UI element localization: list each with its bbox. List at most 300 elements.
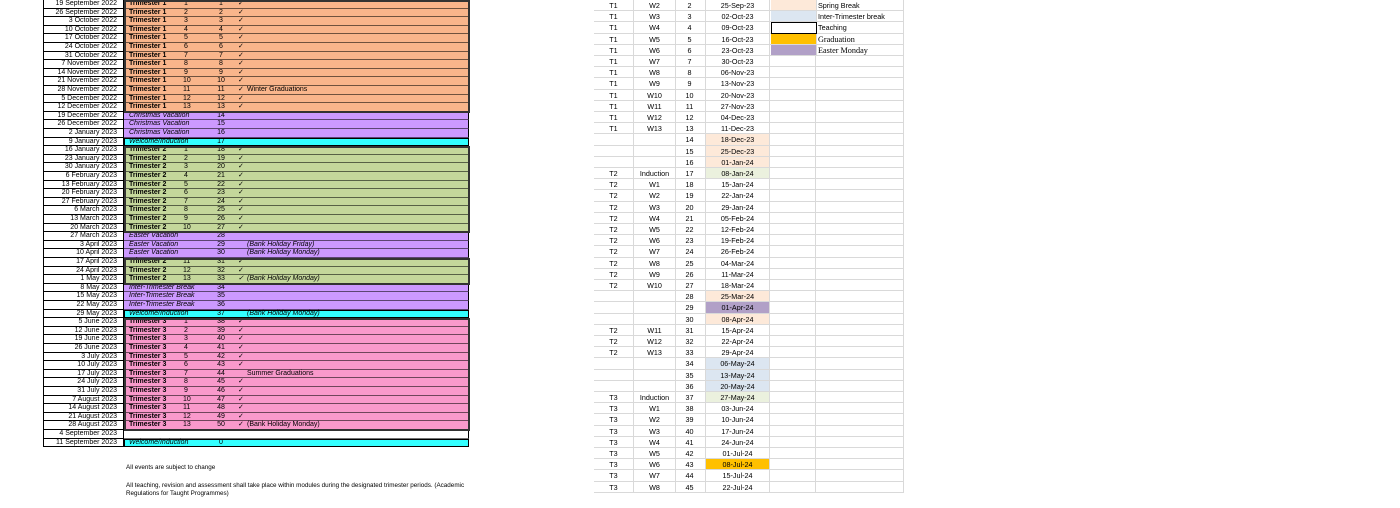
academic-week: 27 — [217, 223, 225, 231]
period-label: Trimester 1 — [129, 17, 167, 25]
empty-cell — [770, 392, 816, 403]
schedule-row — [594, 358, 904, 369]
week-number: 7 — [676, 56, 706, 67]
week-date: 17-Jun-24 — [706, 426, 770, 437]
trimester-week: 8 — [184, 206, 188, 214]
week-note — [238, 155, 468, 164]
note-events: All events are subject to change — [126, 464, 216, 471]
trimester-code — [594, 358, 634, 369]
week-date: 12-Feb-24 — [706, 224, 770, 235]
trimester-week — [183, 120, 189, 129]
check-icon: ✓ — [238, 8, 244, 16]
week-date: 04-Mar-24 — [706, 258, 770, 269]
trimester-week: 13 — [183, 275, 191, 283]
trimester-week — [183, 292, 189, 301]
academic-week: 6 — [219, 43, 223, 50]
academic-week: 21 — [217, 172, 225, 179]
week-commencing: 27 February 2023 — [43, 198, 124, 207]
week-number: 14 — [676, 134, 706, 145]
check-icon: ✓ — [238, 43, 244, 50]
period-label: Welcome/Induction — [129, 137, 189, 145]
week-commencing: 7 November 2022 — [43, 60, 124, 69]
note-text: (Bank Holiday Monday) — [247, 275, 320, 283]
week-note — [238, 43, 468, 52]
calendar-row — [43, 43, 469, 52]
empty-cell — [770, 370, 816, 381]
trimester-week: 4 — [184, 344, 188, 351]
period-label: Christmas Vacation — [129, 111, 190, 119]
week-number: 2 — [676, 0, 706, 11]
week-label: W2 — [634, 190, 676, 201]
period-label: Trimester 2 — [129, 154, 167, 162]
check-icon: ✓ — [238, 215, 244, 222]
empty-cell — [770, 78, 816, 89]
trimester-week: 10 — [183, 77, 191, 85]
empty-cell — [770, 67, 816, 78]
week-date: 18-Mar-24 — [706, 280, 770, 291]
week-number: 41 — [676, 437, 706, 448]
schedule-row — [594, 403, 904, 414]
period-label: Trimester 1 — [129, 103, 167, 111]
empty-cell — [770, 202, 816, 213]
week-commencing: 3 October 2022 — [43, 17, 124, 26]
week-number: 11 — [676, 101, 706, 112]
academic-week: 8 — [219, 60, 223, 68]
week-commencing: 11 September 2023 — [43, 439, 124, 448]
academic-week: 42 — [217, 352, 225, 360]
week-date: 10-Jun-24 — [706, 414, 770, 425]
week-label: W1 — [634, 179, 676, 190]
empty-cell — [816, 482, 904, 493]
week-note — [238, 60, 468, 69]
schedule-row — [594, 157, 904, 168]
empty-cell — [770, 403, 816, 414]
academic-week: 18 — [217, 146, 225, 154]
note-text: (Bank Holiday Monday) — [247, 309, 320, 317]
calendar-row — [43, 181, 469, 190]
academic-week: 41 — [217, 344, 225, 351]
check-icon: ✓ — [238, 51, 244, 59]
schedule-row — [594, 258, 904, 269]
empty-cell — [816, 168, 904, 179]
week-note — [238, 404, 468, 413]
calendar-row — [43, 34, 469, 43]
empty-cell — [816, 347, 904, 358]
trimester-week: 13 — [183, 103, 191, 111]
trimester-code: T1 — [594, 56, 634, 67]
week-number: 3 — [676, 11, 706, 22]
schedule-row — [594, 168, 904, 179]
week-note — [238, 361, 468, 370]
empty-cell — [816, 78, 904, 89]
week-label — [634, 134, 676, 145]
schedule-row — [594, 213, 904, 224]
trimester-week: 5 — [184, 34, 188, 42]
academic-week: 33 — [217, 275, 225, 283]
empty-cell — [816, 302, 904, 313]
week-commencing: 30 January 2023 — [43, 163, 124, 172]
week-number: 36 — [676, 381, 706, 392]
period-label: Trimester 1 — [129, 77, 167, 85]
week-note — [238, 267, 468, 276]
period-label: Trimester 1 — [129, 0, 167, 7]
trimester-week: 11 — [183, 258, 191, 265]
week-note — [238, 378, 468, 387]
schedule-row — [594, 336, 904, 347]
calendar-row — [43, 26, 469, 35]
period-label: Trimester 1 — [129, 94, 167, 102]
week-commencing: 8 May 2023 — [43, 284, 124, 293]
empty-cell — [816, 67, 904, 78]
schedule-row — [594, 202, 904, 213]
trimester-week — [183, 249, 189, 258]
week-label: W4 — [634, 213, 676, 224]
week-label: W11 — [634, 101, 676, 112]
trimester-week: 13 — [183, 421, 191, 429]
academic-week: 1 — [219, 0, 223, 7]
week-commencing: 17 April 2023 — [43, 258, 124, 267]
empty-cell — [816, 470, 904, 481]
academic-week: 43 — [217, 361, 225, 369]
week-commencing: 1 May 2023 — [43, 275, 124, 284]
week-commencing: 14 November 2022 — [43, 69, 124, 78]
week-commencing: 13 March 2023 — [43, 215, 124, 224]
trimester-code: T2 — [594, 325, 634, 336]
empty-cell — [770, 437, 816, 448]
calendar-row — [43, 361, 469, 370]
check-icon: ✓ — [238, 378, 244, 386]
note-regulations: All teaching, revision and assessment shall take place within modules during the designated trimester periods. (Academic Regulations for Taught Programmes) — [126, 482, 465, 497]
week-commencing: 20 March 2023 — [43, 224, 124, 233]
week-label: W5 — [634, 448, 676, 459]
trimester-week: 11 — [183, 86, 191, 93]
trimester-code: T1 — [594, 0, 634, 11]
trimester-week — [183, 439, 189, 448]
week-commencing: 14 August 2023 — [43, 404, 124, 413]
check-icon: ✓ — [238, 60, 244, 68]
empty-cell — [770, 179, 816, 190]
academic-week: 45 — [217, 378, 225, 386]
schedule-row — [594, 302, 904, 313]
week-note — [238, 310, 468, 319]
academic-week: 10 — [217, 77, 225, 85]
week-commencing: 23 January 2023 — [43, 155, 124, 164]
legend-swatch — [771, 45, 817, 56]
trimester-week: 5 — [184, 180, 188, 188]
week-date: 01-Jan-24 — [706, 157, 770, 168]
week-note — [238, 103, 468, 112]
schedule-row — [594, 470, 904, 481]
week-label: W7 — [634, 246, 676, 257]
period-label: Trimester 2 — [129, 266, 167, 274]
week-label: W11 — [634, 325, 676, 336]
week-number: 9 — [676, 78, 706, 89]
trimester-code — [594, 146, 634, 157]
check-icon: ✓ — [238, 395, 244, 403]
week-label: W5 — [634, 224, 676, 235]
week-number: 20 — [676, 202, 706, 213]
week-commencing: 20 February 2023 — [43, 189, 124, 198]
period-label: Trimester 1 — [129, 25, 167, 33]
legend-item — [771, 22, 904, 33]
trimester-code: T3 — [594, 448, 634, 459]
trimester-code: T2 — [594, 336, 634, 347]
week-note — [238, 9, 468, 18]
week-label — [634, 302, 676, 313]
calendar-row — [43, 17, 469, 26]
week-note — [238, 318, 468, 327]
empty-cell — [770, 482, 816, 493]
academic-week: 46 — [217, 387, 225, 394]
academic-week: 15 — [217, 120, 225, 128]
week-note — [238, 327, 468, 336]
academic-week: 30 — [217, 249, 225, 257]
check-icon: ✓ — [238, 94, 244, 102]
week-date: 05-Feb-24 — [706, 213, 770, 224]
empty-cell — [816, 325, 904, 336]
week-date: 08-Jul-24 — [706, 459, 770, 470]
empty-cell — [770, 235, 816, 246]
week-number: 35 — [676, 370, 706, 381]
week-date: 04-Dec-23 — [706, 112, 770, 123]
empty-cell — [770, 414, 816, 425]
calendar-row — [43, 404, 469, 413]
week-commencing: 28 August 2023 — [43, 421, 124, 430]
academic-week: 26 — [217, 215, 225, 222]
week-note — [238, 189, 468, 198]
week-commencing: 6 February 2023 — [43, 172, 124, 181]
trimester-week — [183, 430, 189, 439]
note-text: Winter Graduations — [247, 86, 308, 93]
week-note — [238, 284, 468, 293]
check-icon: ✓ — [238, 197, 244, 205]
week-label — [634, 381, 676, 392]
week-label: W8 — [634, 67, 676, 78]
calendar-row — [43, 138, 469, 147]
week-date: 09-Oct-23 — [706, 22, 770, 33]
trimester-code: T2 — [594, 246, 634, 257]
week-number: 44 — [676, 470, 706, 481]
academic-week: 4 — [219, 25, 223, 33]
trimester-code — [594, 134, 634, 145]
week-label — [634, 291, 676, 302]
calendar-row — [43, 387, 469, 396]
week-number: 29 — [676, 302, 706, 313]
trimester-week: 2 — [184, 8, 188, 16]
week-commencing: 19 June 2023 — [43, 335, 124, 344]
academic-week: 44 — [217, 369, 225, 377]
trimester-code: T1 — [594, 22, 634, 33]
week-date: 18-Dec-23 — [706, 134, 770, 145]
week-label: W2 — [634, 414, 676, 425]
week-number: 4 — [676, 22, 706, 33]
schedule-row — [594, 179, 904, 190]
schedule-row — [594, 426, 904, 437]
week-number: 15 — [676, 146, 706, 157]
week-label: W9 — [634, 78, 676, 89]
week-note — [238, 301, 468, 310]
week-label: W3 — [634, 426, 676, 437]
trimester-code: T3 — [594, 437, 634, 448]
academic-week: 7 — [219, 51, 223, 59]
week-commencing: 21 November 2022 — [43, 77, 124, 86]
trimester-week: 10 — [183, 223, 191, 231]
calendar-row — [43, 69, 469, 78]
calendar-row — [43, 301, 469, 310]
trimester-code: T2 — [594, 347, 634, 358]
week-note — [238, 249, 468, 258]
calendar-notes — [126, 464, 466, 508]
week-date: 20-May-24 — [706, 381, 770, 392]
calendar-row — [43, 335, 469, 344]
week-label: Induction — [634, 392, 676, 403]
week-number: 25 — [676, 258, 706, 269]
academic-week: 17 — [217, 137, 225, 145]
calendar-row — [43, 189, 469, 198]
calendar-row — [43, 241, 469, 250]
week-commencing: 7 August 2023 — [43, 396, 124, 405]
trimester-code — [594, 302, 634, 313]
period-label: Trimester 2 — [129, 172, 167, 179]
week-note — [238, 335, 468, 344]
check-icon: ✓ — [238, 180, 244, 188]
trimester-week: 9 — [184, 387, 188, 394]
empty-cell — [816, 179, 904, 190]
schedule-row — [594, 224, 904, 235]
trimester-code — [594, 314, 634, 325]
period-label: Trimester 3 — [129, 387, 167, 394]
empty-cell — [816, 90, 904, 101]
period-label: Trimester 3 — [129, 318, 167, 326]
trimester-week: 1 — [184, 146, 188, 154]
academic-week: 20 — [217, 163, 225, 171]
week-number: 22 — [676, 224, 706, 235]
period-label: Trimester 3 — [129, 352, 167, 360]
week-number: 28 — [676, 291, 706, 302]
empty-cell — [816, 403, 904, 414]
schedule-row — [594, 101, 904, 112]
period-label: Trimester 1 — [129, 8, 167, 16]
week-date: 15-Jan-24 — [706, 179, 770, 190]
week-commencing: 10 October 2022 — [43, 26, 124, 35]
trimester-week: 5 — [184, 352, 188, 360]
week-commencing: 26 June 2023 — [43, 344, 124, 353]
academic-week: 19 — [217, 154, 225, 162]
check-icon: ✓ — [238, 352, 244, 360]
week-commencing: 26 September 2022 — [43, 9, 124, 18]
week-note — [238, 0, 468, 9]
calendar-row — [43, 275, 469, 284]
trimester-code: T2 — [594, 179, 634, 190]
calendar-row — [43, 370, 469, 379]
week-label: Induction — [634, 168, 676, 179]
trimester-week — [183, 112, 189, 121]
academic-week: 2 — [219, 8, 223, 16]
calendar-row — [43, 95, 469, 104]
period-label: Easter Vacation — [129, 232, 179, 240]
academic-week: 0 — [219, 438, 223, 446]
academic-week: 11 — [217, 86, 225, 93]
trimester-week: 4 — [184, 172, 188, 179]
empty-cell — [816, 213, 904, 224]
schedule-row — [594, 67, 904, 78]
period-label: Trimester 3 — [129, 344, 167, 351]
week-commencing: 6 March 2023 — [43, 206, 124, 215]
schedule-row — [594, 235, 904, 246]
empty-cell — [816, 392, 904, 403]
schedule-row — [594, 437, 904, 448]
academic-week: 31 — [217, 258, 225, 265]
academic-week: 5 — [219, 34, 223, 42]
empty-cell — [770, 291, 816, 302]
legend-item — [771, 0, 904, 11]
trimester-week — [183, 138, 189, 147]
empty-cell — [816, 146, 904, 157]
trimester-code — [594, 381, 634, 392]
trimester-week: 11 — [183, 404, 191, 412]
calendar-row — [43, 249, 469, 258]
empty-cell — [816, 381, 904, 392]
week-note — [238, 77, 468, 86]
schedule-row — [594, 146, 904, 157]
schedule-row — [594, 325, 904, 336]
calendar-row — [43, 77, 469, 86]
trimester-code: T2 — [594, 280, 634, 291]
schedule-row — [594, 112, 904, 123]
check-icon: ✓ — [238, 189, 244, 197]
schedule-row — [594, 90, 904, 101]
academic-week: 25 — [217, 206, 225, 214]
week-number: 17 — [676, 168, 706, 179]
week-label — [634, 370, 676, 381]
calendar-row — [43, 129, 469, 138]
trimester-code: T1 — [594, 67, 634, 78]
period-label: Trimester 3 — [129, 369, 167, 377]
period-label: Trimester 2 — [129, 275, 167, 283]
calendar-row — [43, 206, 469, 215]
schedule-row — [594, 314, 904, 325]
check-icon: ✓ — [238, 146, 244, 154]
academic-week: 34 — [217, 283, 225, 291]
calendar-row — [43, 146, 469, 155]
academic-week: 48 — [217, 404, 225, 412]
week-commencing: 12 December 2022 — [43, 103, 124, 112]
legend-swatch — [771, 34, 817, 45]
calendar-row — [43, 9, 469, 18]
week-label: W13 — [634, 347, 676, 358]
trimester-week: 3 — [184, 335, 188, 343]
week-label: W7 — [634, 56, 676, 67]
empty-cell — [770, 459, 816, 470]
period-label: Trimester 2 — [129, 206, 167, 214]
check-icon: ✓ — [238, 421, 244, 429]
calendar-row — [43, 198, 469, 207]
week-number: 21 — [676, 213, 706, 224]
trimester-week: 4 — [184, 25, 188, 33]
trimester-week — [183, 232, 189, 241]
period-label: Welcome/Induction — [129, 438, 189, 446]
week-date: 30-Oct-23 — [706, 56, 770, 67]
trimester-code: T3 — [594, 459, 634, 470]
trimester-code: T1 — [594, 112, 634, 123]
week-date: 22-Jul-24 — [706, 482, 770, 493]
week-commencing: 19 December 2022 — [43, 112, 124, 121]
academic-week: 24 — [217, 197, 225, 205]
period-label: Inter-Trimester Break — [129, 292, 195, 300]
period-label: Trimester 3 — [129, 421, 167, 429]
check-icon: ✓ — [238, 387, 244, 394]
trimester-week: 3 — [184, 17, 188, 25]
